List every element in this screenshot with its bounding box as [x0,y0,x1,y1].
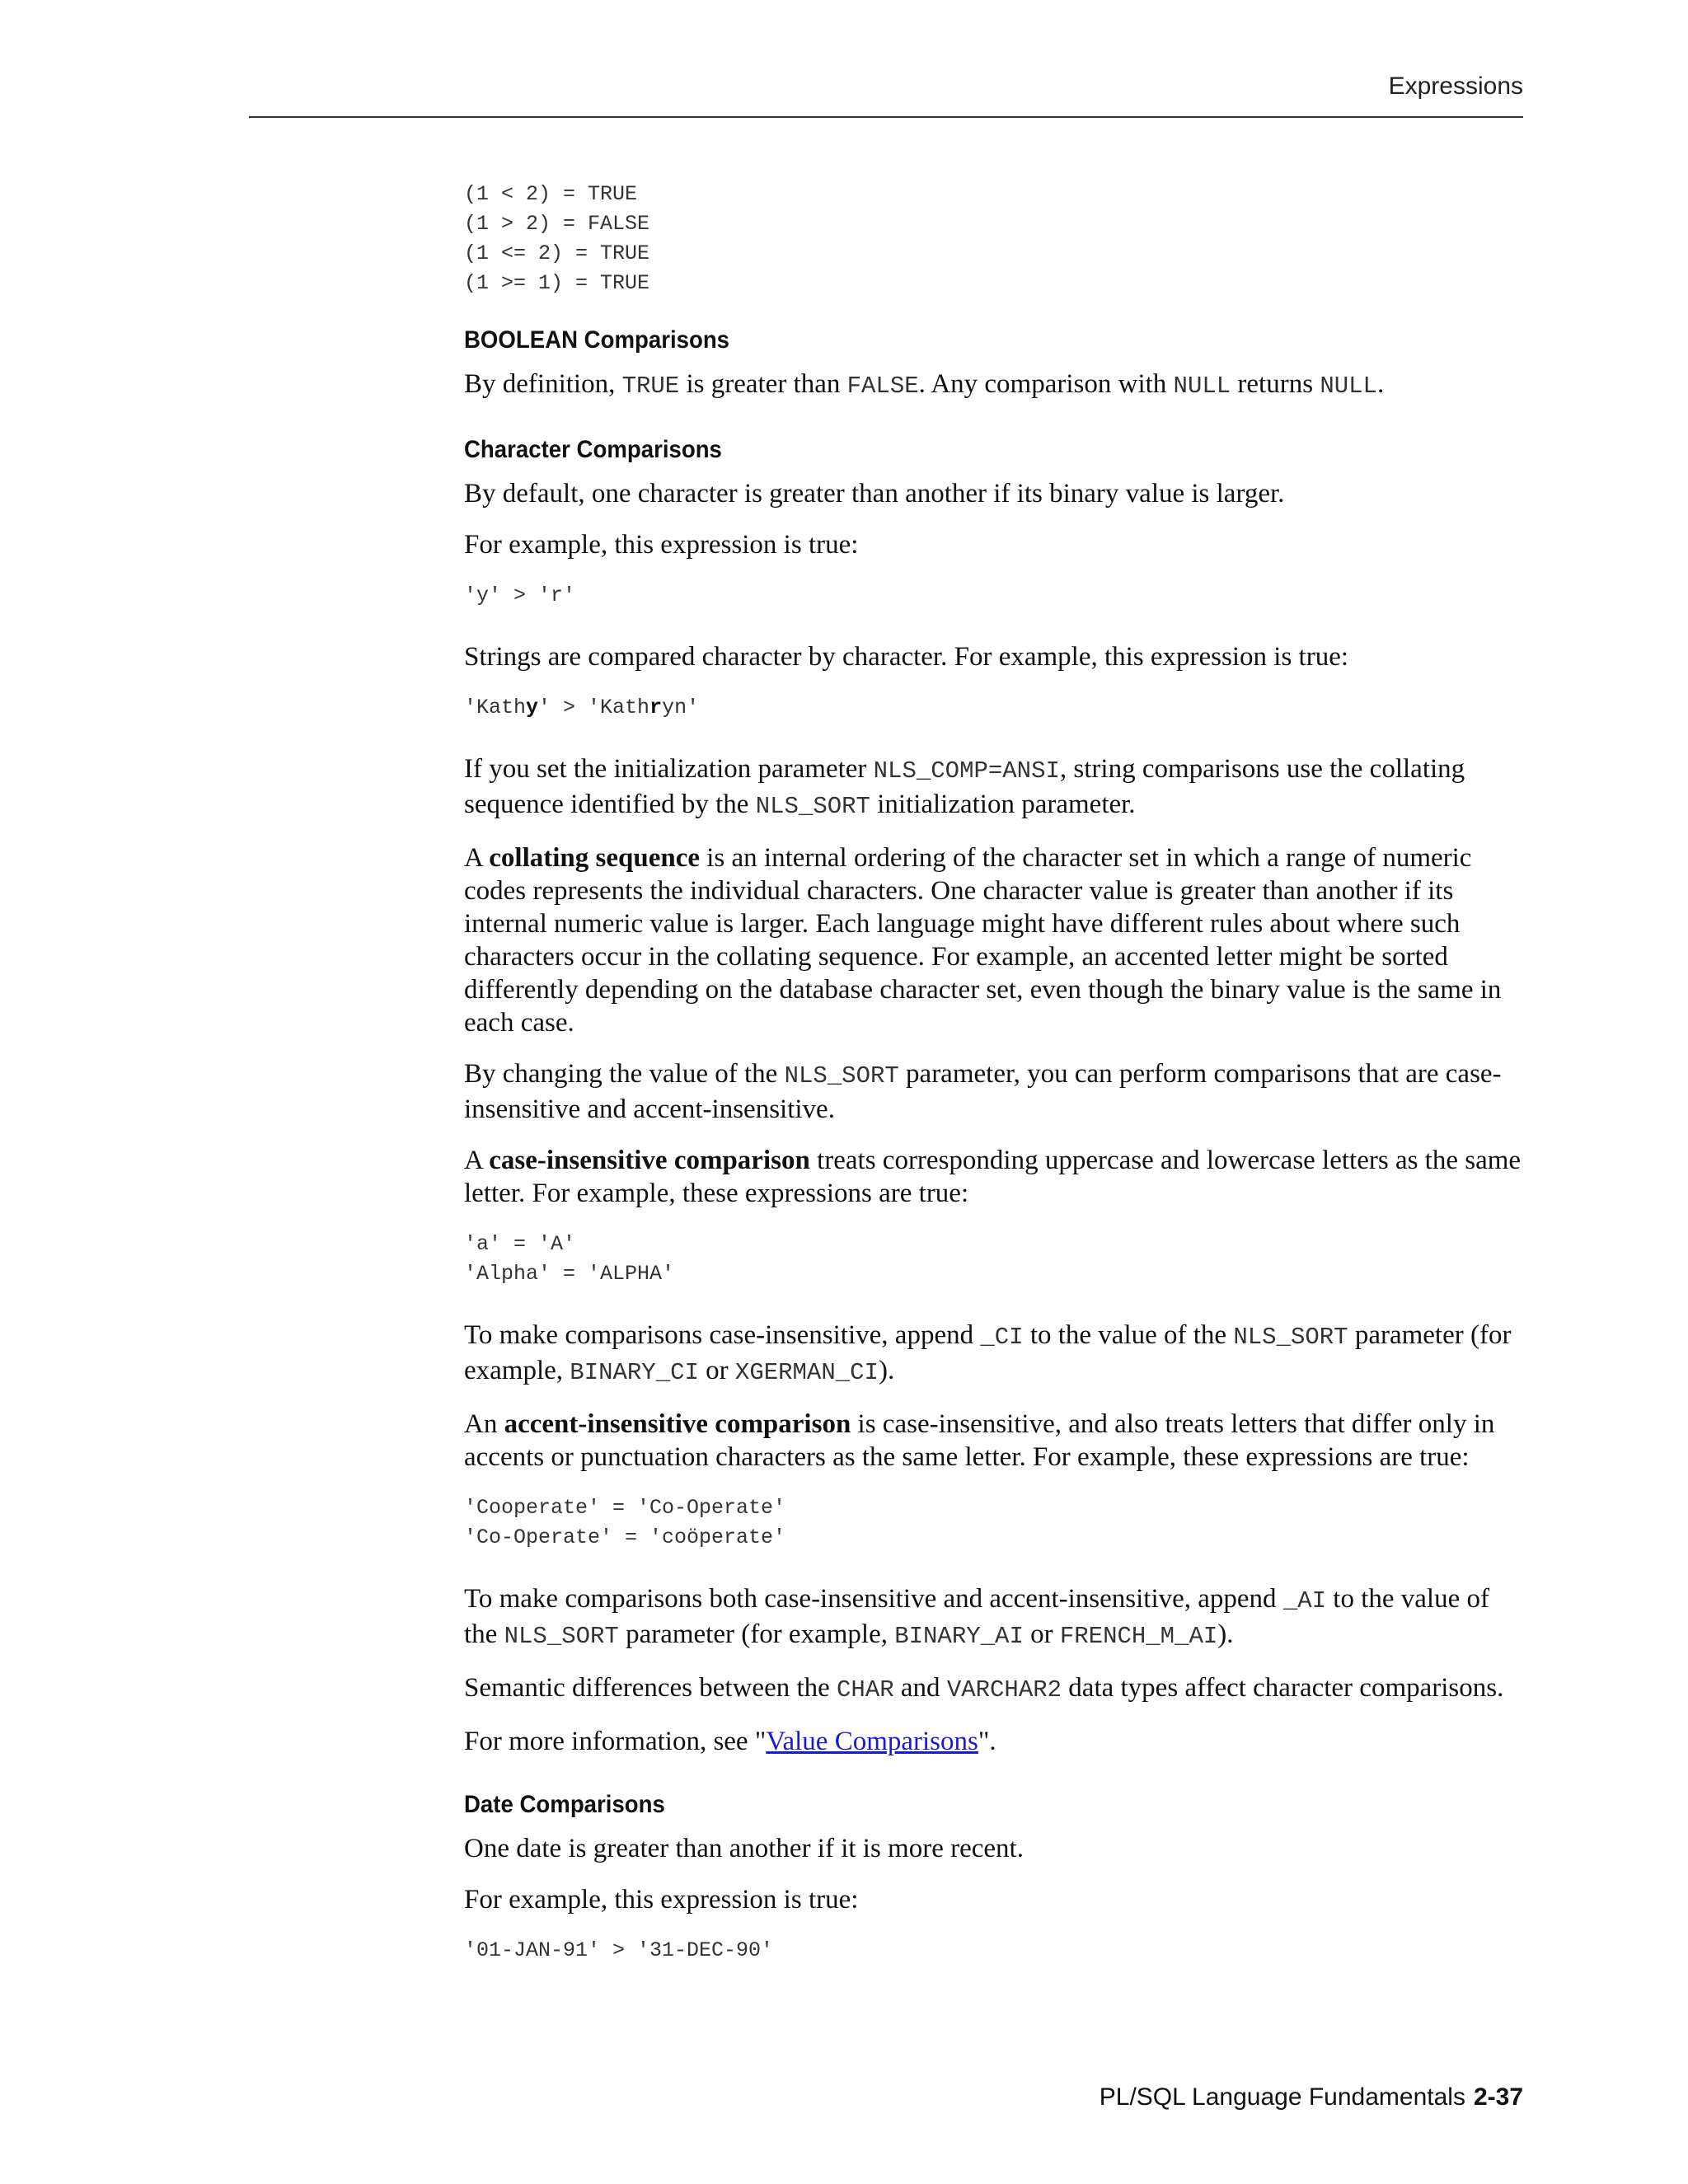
character-paragraph-7 [464,1144,1527,1210]
code-relational-examples [464,180,1527,298]
inline-code: NLS_SORT [755,793,870,820]
text: A [464,1146,490,1175]
defined-term: collating sequence [489,843,700,873]
text: Semantic differences between the [464,1673,837,1703]
text: and [893,1673,947,1703]
inline-code: NLS_COMP=ANSI [873,757,1060,785]
character-paragraph-8 [464,1319,1527,1390]
inline-code: BINARY_CI [570,1359,699,1386]
inline-code: NULL [1173,373,1231,400]
value-comparisons-link[interactable]: Value Comparisons [766,1727,978,1756]
inline-code: _AI [1282,1587,1327,1615]
text: ). [878,1356,895,1385]
heading-character-comparisons: Character Comparisons [464,436,722,463]
header-rule [249,116,1523,118]
inline-code: BINARY_AI [894,1623,1024,1650]
text: or [698,1356,735,1385]
code-line: 'Alpha' = 'ALPHA' [464,1262,675,1286]
code-line: 'Cooperate' = 'Co-Operate' [464,1496,786,1520]
text: to the value of the [1023,1320,1234,1350]
date-paragraph-2: For example, this expression is true: [464,1885,859,1915]
inline-code: NLS_SORT [784,1062,899,1090]
text: is case-insensitive, and also treats letters that differ only in accents or punctuation characters as the same letter. For example, these expressions are true: [464,1409,1495,1472]
text: If you set the initialization parameter [464,754,874,784]
character-paragraph-11 [464,1671,1527,1707]
defined-term: case-insensitive comparison [489,1146,810,1175]
code-char-example: 'y' > 'r' [464,583,576,607]
code-text: yn' [662,696,700,719]
text: parameter, you can perform comparisons that are case-insensitive and accent-insensitive. [464,1059,1502,1124]
code-line: 'a' = 'A' [464,1232,576,1256]
code-date-example: '01-JAN-91' > '31-DEC-90' [464,1938,774,1962]
inline-code: FRENCH_M_AI [1059,1623,1218,1650]
heading-date-comparisons: Date Comparisons [464,1791,665,1818]
inline-code: _CI [980,1324,1024,1351]
text: to the value of the [464,1584,1489,1649]
code-bold: r [649,696,663,719]
code-text: ' > 'Kath [538,696,650,719]
text: initialization parameter. [870,790,1136,819]
code-line: (1 >= 1) = TRUE [464,271,650,295]
text: To make comparisons case-insensitive, append [464,1320,981,1350]
character-paragraph-9 [464,1408,1527,1474]
running-head: Expressions [1388,73,1523,100]
text: . [1376,369,1385,399]
character-paragraph-6 [464,1057,1527,1126]
page-content [464,180,1527,1966]
boolean-paragraph [464,368,1527,403]
text: is an internal ordering of the character set in which a range of numeric codes represents the individual characters. One character value is greater than another if its internal numeric value is larger. Each language might have different rules about where such characters occur in the collating sequence. For example, an accented letter might be sorted differently depending on the database character set, even though the binary value is the same in each case. [464,843,1502,1038]
text: By definition, [464,369,622,399]
footer-book-title: PL/SQL Language Fundamentals [1099,2083,1465,2111]
text: By changing the value of the [464,1059,785,1089]
text: . Any comparison with [918,369,1174,399]
inline-code: NULL [1320,373,1377,400]
code-line: 'Co-Operate' = 'coöperate' [464,1526,786,1549]
code-accent-examples [464,1493,1527,1553]
character-paragraph-5 [464,841,1527,1039]
text: is greater than [679,369,847,399]
text: treats corresponding uppercase and lowercase letters as the same letter. For example, these expressions are true: [464,1146,1522,1208]
inline-code: TRUE [621,373,680,400]
text: or [1023,1619,1060,1649]
text: parameter (for example, [464,1320,1512,1385]
text: An [464,1409,504,1439]
code-kathy-example [464,693,1527,723]
character-paragraph-3: Strings are compared character by character. For example, this expression is true: [464,642,1349,672]
character-paragraph-2: For example, this expression is true: [464,530,859,560]
heading-boolean-comparisons: BOOLEAN Comparisons [464,326,730,354]
code-bold: y [526,696,539,719]
code-case-examples [464,1230,1527,1289]
code-line: (1 < 2) = TRUE [464,182,638,206]
code-line: (1 > 2) = FALSE [464,212,650,236]
inline-code: FALSE [846,373,919,400]
character-paragraph-1: By default, one character is greater than another if its binary value is larger. [464,479,1285,509]
inline-code: NLS_SORT [1233,1324,1348,1351]
defined-term: accent-insensitive comparison [504,1409,851,1439]
code-line: (1 <= 2) = TRUE [464,241,650,265]
text: parameter (for example, [618,1619,895,1649]
date-paragraph-1: One date is greater than another if it is more recent. [464,1834,1024,1863]
page-number: 2-37 [1473,2083,1523,2111]
character-paragraph-10 [464,1582,1527,1653]
text: , string comparisons use the collating sequence identified by the [464,754,1465,819]
inline-code: XGERMAN_CI [734,1359,879,1386]
text: A [464,843,490,873]
page-footer [1100,2083,1523,2111]
character-paragraph-12 [464,1725,1527,1758]
text: data types affect character comparisons. [1062,1673,1504,1703]
text: For more information, see " [464,1727,767,1756]
text: To make comparisons both case-insensitive and accent-insensitive, append [464,1584,1283,1614]
text: ". [978,1727,996,1756]
inline-code: CHAR [837,1676,894,1704]
character-paragraph-4 [464,752,1527,823]
code-text: 'Kath [464,696,527,719]
inline-code: VARCHAR2 [946,1676,1062,1704]
text: returns [1231,369,1320,399]
inline-code: NLS_SORT [504,1623,619,1650]
text: ). [1217,1619,1234,1649]
